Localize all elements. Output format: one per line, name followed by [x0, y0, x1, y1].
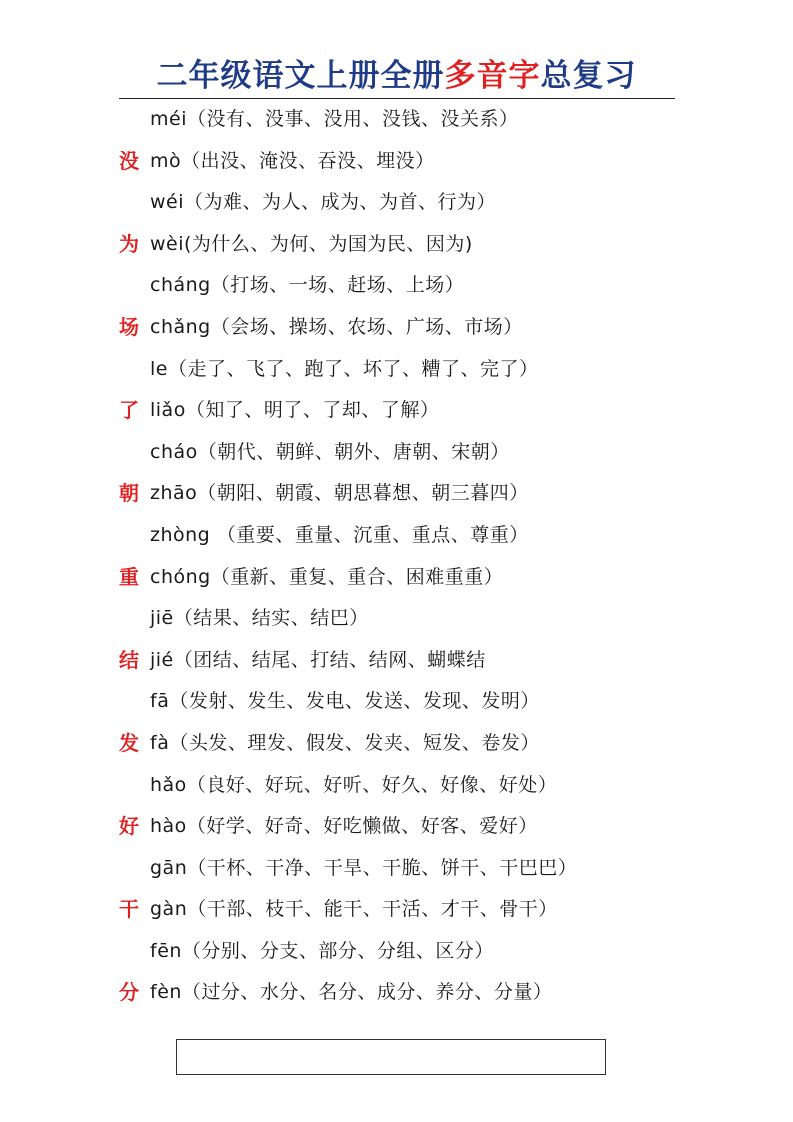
pronunciation-line: chóng（重新、重复、重合、困难重重）: [150, 565, 504, 588]
page-title: [0, 56, 793, 96]
pronunciation-line: jié（团结、结尾、打结、结网、蝴蝶结: [150, 648, 486, 671]
list-item: [0, 99, 793, 141]
polyphone-char: 为: [119, 231, 139, 256]
pronunciation-line: cháng（打场、一场、赶场、上场）: [150, 274, 465, 297]
pronunciation-line: fā（发射、发生、发电、发送、发现、发明）: [150, 690, 540, 713]
list-item: [0, 473, 793, 515]
list-item: [0, 349, 793, 391]
list-item: [0, 931, 793, 973]
list-item: [0, 390, 793, 432]
title-part-2: 总复习: [540, 58, 637, 94]
list-item: [0, 141, 793, 183]
pronunciation-line: hào（好学、好奇、好吃懒做、好客、爱好）: [150, 815, 538, 838]
pronunciation-line: le（走了、飞了、跑了、坏了、糟了、完了）: [150, 357, 539, 380]
list-item: [0, 889, 793, 931]
pronunciation-line: gàn（干部、枝干、能干、干活、才干、骨干）: [150, 898, 558, 921]
polyphone-char: 没: [119, 148, 139, 173]
pronunciation-line: fēn（分别、分支、部分、分组、区分）: [150, 939, 494, 962]
polyphone-char: 发: [119, 730, 139, 755]
list-item: [0, 557, 793, 599]
title-highlight: 多音字: [444, 58, 541, 94]
list-item: [0, 640, 793, 682]
pronunciation-line: zhòng （重要、重量、沉重、重点、尊重）: [150, 523, 529, 546]
list-item: [0, 265, 793, 307]
pronunciation-line: cháo（朝代、朝鲜、朝外、唐朝、宋朝）: [150, 440, 510, 463]
list-item: [0, 681, 793, 723]
pronunciation-line: mò（出没、淹没、吞没、埋没）: [150, 149, 435, 172]
list-item: [0, 432, 793, 474]
footer-box: [176, 1039, 606, 1075]
polyphone-char: 干: [119, 897, 139, 922]
pronunciation-line: gān（干杯、干净、干旱、干脆、饼干、干巴巴）: [150, 856, 578, 879]
pronunciation-line: wéi（为难、为人、成为、为首、行为）: [150, 191, 497, 214]
polyphone-char: 好: [119, 814, 139, 839]
polyphone-char: 场: [119, 314, 139, 339]
polyphone-char: 分: [119, 980, 139, 1005]
pronunciation-line: méi（没有、没事、没用、没钱、没关系）: [150, 108, 519, 130]
polyphone-char: 重: [119, 564, 139, 589]
pronunciation-line: liǎo（知了、明了、了却、了解）: [150, 399, 440, 422]
list-item: [0, 848, 793, 890]
pronunciation-line: fèn（过分、水分、名分、成分、养分、分量）: [150, 981, 553, 1004]
pronunciation-line: jiē（结果、结实、结巴）: [150, 607, 369, 630]
pronunciation-line: wèi(为什么、为何、为国为民、因为): [150, 232, 473, 255]
list-item: [0, 765, 793, 807]
list-item: [0, 515, 793, 557]
pronunciation-line: chǎng（会场、操场、农场、广场、市场）: [150, 315, 523, 338]
title-part-1: 二年级语文上册全册: [156, 58, 445, 94]
pronunciation-line: zhāo（朝阳、朝霞、朝思暮想、朝三暮四）: [150, 482, 529, 505]
polyphone-char: 了: [119, 398, 139, 423]
list-item: [0, 806, 793, 848]
list-item: [0, 182, 793, 224]
list-item: [0, 598, 793, 640]
list-item: [0, 972, 793, 1014]
polyphone-char: 结: [119, 647, 139, 672]
pronunciation-line: fà（头发、理发、假发、发夹、短发、卷发）: [150, 731, 540, 754]
polyphone-char: 朝: [119, 481, 139, 506]
pronunciation-line: hǎo（良好、好玩、好听、好久、好像、好处）: [150, 773, 558, 796]
list-item: [0, 723, 793, 765]
list-item: [0, 307, 793, 349]
list-item: [0, 224, 793, 266]
polyphone-list: [0, 99, 793, 1014]
